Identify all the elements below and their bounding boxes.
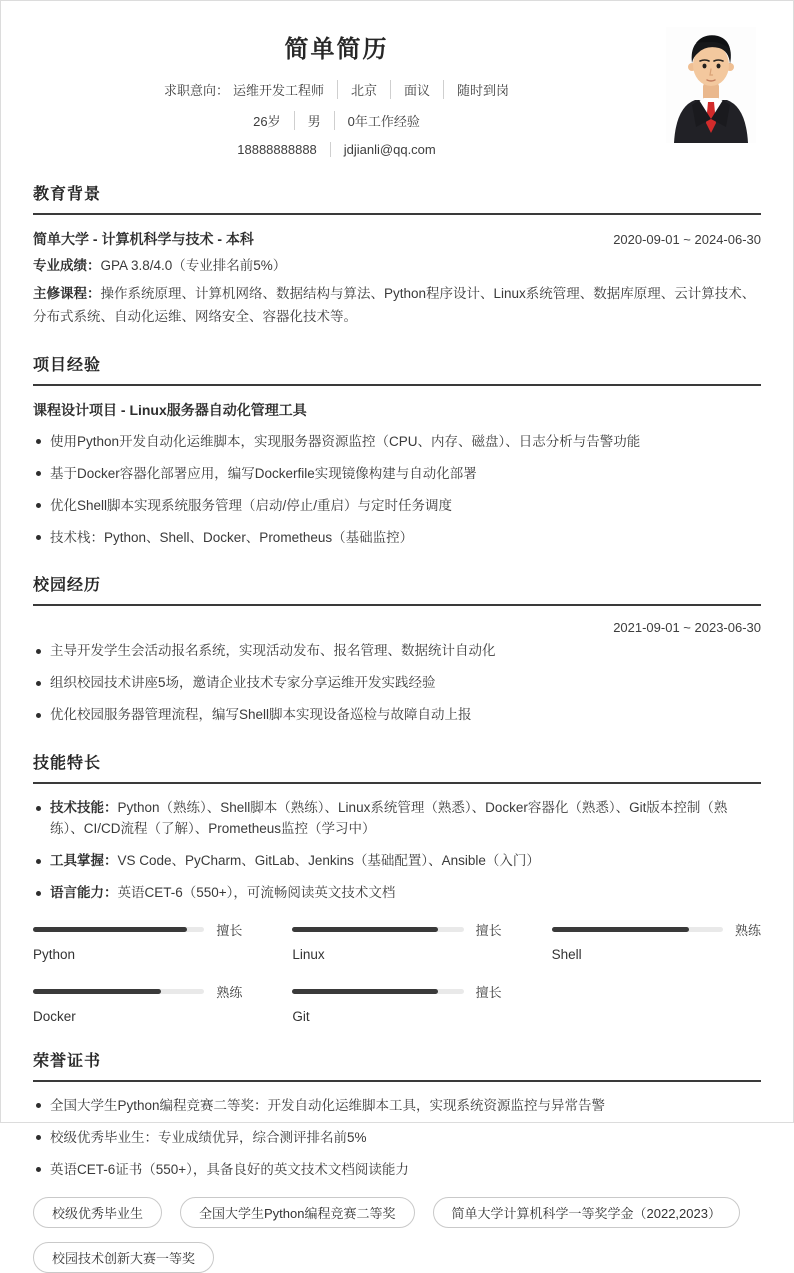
job-intent-item: 面议 [404,80,444,99]
campus-bullet: 组织校园技术讲座5场，邀请企业技术专家分享运维开发实践经验 [33,673,761,694]
skill-name-label: Python [33,946,76,962]
avatar-photo [666,27,756,143]
section-honors [33,1048,761,1273]
skill-bar-fill [33,989,161,994]
job-intent-line [33,80,640,99]
personal-info-item: 男 [308,111,335,130]
honor-tag: 校园技术创新大赛一等奖 [33,1242,214,1273]
job-intent-item: 随时到岗 [457,83,510,98]
honors-bullet: 校级优秀毕业生：专业成绩优异，综合测评排名前5% [33,1128,761,1149]
resume-header [33,19,761,157]
skill-name-label: Git [292,1008,310,1024]
skills-bullet-text: Python（熟练）、Shell脚本（熟练）、Linux系统管理（熟悉）、Docker容器化（熟悉）、Git版本控制（熟练）、CI/CD流程（了解）、Prometheus监控（学习中） [50,800,728,837]
project-bullet-list [33,432,761,549]
personal-info-item: 0年工作经验 [347,114,420,129]
resume-title: 简单简历 [284,36,389,63]
education-detail-label: 主修课程： [33,286,101,302]
honors-bullet: 全国大学生Python编程竞赛二等奖：开发自动化运维脚本工具，实现系统资源监控与异常告警 [33,1096,761,1117]
skill-bar [33,920,242,962]
education-detail-rows [33,255,761,328]
skill-bar-fill [292,927,438,932]
skill-bar [552,920,761,962]
skills-bullet [33,798,761,840]
skill-level-label: 擅长 [216,922,243,938]
skill-bars-grid [33,920,761,1024]
honors-bullet-list [33,1096,761,1181]
skills-bullet-label: 技术技能： [50,800,118,816]
skill-level-label: 熟练 [216,984,243,1000]
honors-bullet: 英语CET-6证书（550+），具备良好的英文技术文档阅读能力 [33,1160,761,1181]
skill-bar-track [33,989,204,994]
skills-bullet-text: VS Code、PyCharm、GitLab、Jenkins（基础配置）、Ansible（入门） [117,853,540,869]
job-intent-label: 求职意向： [163,83,229,98]
skills-bullet [33,851,761,872]
education-detail-text: GPA 3.8/4.0（专业排名前5%） [100,258,287,273]
personal-info-items [253,114,420,129]
section-campus-heading: 校园经历 [33,572,761,606]
section-projects [33,352,761,549]
education-detail-text: 操作系统原理、计算机网络、数据结构与算法、Python程序设计、Linux系统管理、数据库原理、云计算技术、分布式系统、自动化运维、网络安全、容器化技术等。 [33,286,756,324]
honor-tags [33,1197,761,1273]
job-intent-items [233,83,509,98]
education-detail-label: 专业成绩： [33,258,101,273]
campus-bullet: 优化校园服务器管理流程，编写Shell脚本实现设备巡检与故障自动上报 [33,705,761,726]
skill-bar [33,982,242,1024]
section-projects-heading: 项目经验 [33,352,761,386]
skill-level-label: 擅长 [475,984,502,1000]
education-detail-row [33,283,761,328]
skills-bullet [33,883,761,904]
skill-level-label: 擅长 [475,922,502,938]
contact-items [237,142,436,157]
skill-bar-track [292,927,463,932]
skill-bar-fill [33,927,187,932]
personal-info-line [33,111,640,130]
skill-name-label: Shell [551,946,582,962]
skills-bullet-label: 工具掌握： [50,853,118,869]
skill-bar-fill [292,989,438,994]
personal-info-item: 26岁 [253,111,294,130]
contact-line [33,142,640,157]
education-detail-row [33,255,761,277]
skill-level-label: 熟练 [734,922,761,938]
honor-tag: 校级优秀毕业生 [33,1197,162,1228]
section-skills-heading: 技能特长 [33,750,761,784]
skill-bar [292,982,501,1024]
skill-bar-fill [552,927,689,932]
section-skills [33,750,761,1024]
job-intent-item: 北京 [351,80,391,99]
section-campus [33,572,761,726]
skills-bullet-label: 语言能力： [50,885,118,901]
skill-bar [292,920,501,962]
section-education-heading: 教育背景 [33,181,761,215]
avatar-illustration [666,27,756,143]
project-bullet: 基于Docker容器化部署应用，编写Dockerfile实现镜像构建与自动化部署 [33,464,761,485]
honor-tag: 简单大学计算机科学一等奖学金（2022,2023） [433,1197,740,1228]
honor-tag: 全国大学生Python编程竞赛二等奖 [180,1197,414,1228]
campus-bullet: 主导开发学生会活动报名系统，实现活动发布、报名管理、数据统计自动化 [33,641,761,662]
skill-bar-track [33,927,204,932]
project-bullet: 使用Python开发自动化运维脚本，实现服务器资源监控（CPU、内存、磁盘）、日志分析与告警功能 [33,432,761,453]
contact-item: 18888888888 [237,142,331,157]
skill-bar-track [292,989,463,994]
job-intent-item: 运维开发工程师 [233,80,338,99]
skill-bar-track [552,927,723,932]
skills-bullet-text: 英语CET-6（550+），可流畅阅读英文技术文档 [117,885,396,901]
skill-name-label: Docker [33,1008,76,1024]
section-honors-heading: 荣誉证书 [33,1048,761,1082]
contact-item: jdjianli@qq.com [343,142,436,157]
project-bullet: 优化Shell脚本实现系统服务管理（启动/停止/重启）与定时任务调度 [33,496,761,517]
header-text-block [33,19,640,157]
project-bullet: 技术栈：Python、Shell、Docker、Prometheus（基础监控） [33,528,761,549]
education-school-line: 简单大学 - 计算机科学与技术 - 本科 [33,231,254,247]
project-title: 课程设计项目 - Linux服务器自动化管理工具 [33,401,307,418]
campus-bullet-list [33,641,761,726]
skill-name-label: Linux [292,946,325,962]
section-education [33,181,761,328]
skills-bullet-list [33,798,761,904]
campus-date-range: 2021-09-01 ~ 2023-06-30 [613,620,761,636]
education-date-range: 2020-09-01 ~ 2024-06-30 [613,232,761,247]
